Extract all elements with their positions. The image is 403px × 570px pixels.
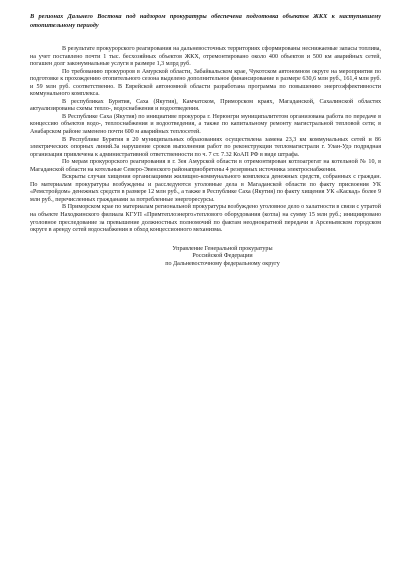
paragraph: В результате прокурорского реагирования на дальневосточных территориях сформированы неснижаемые запасы топлива, на учет поставлено почти 1 тыс. бесхозяйных объектов ЖКХ, отремонтировано около 400 объектов и 500 км аварийных сетей, погашен долг законумнальные услуги в размере 1,3 млрд руб. [30, 46, 381, 68]
paragraph: По мерам прокурорского реагирования в г. Зея Амурской области в отремонтирован котлоагрегат на котельной № 10, в Магаданской области на котельные Северо-Эвенского районаприобретены 4 резервных источника электроснабжения. [30, 159, 381, 173]
paragraph: В Приморском крае по материалам региональной прокуратуры возбуждено уголовное дело о халатности в связи с утратой на объекте Находкинского филиала КГУП «Примтеплоэнерго»теплового оборудования (котла) на сумму 15 млн руб.; инициировано уголовное преследование за превышение должностных полномочий по фактам неоднократной передачи в Арсеньевском городском округе в аренду сетей водоснабжения в обход концессионного механизма. [30, 204, 381, 234]
signature-block [135, 246, 310, 269]
signature-line: по Дальневосточному федеральному округу [165, 260, 280, 267]
paragraph: В Республике Саха (Якутия) по инициативе прокурора г. Нерюнгри муниципалитетом организована работа по передаче в концессию объектов водо-, теплоснабжения и водоотведения, а также по капитальному ремонту магистральной тепловой сети; в Анабарском районе заменено почти 600 м аварийных теплосетей. [30, 113, 381, 136]
signature-line: Российской Федерации [192, 253, 253, 260]
document-title: В регионах Дальнего Востока под надзором прокуратуры обеспечена подготовка объектов ЖКХ к наступившему отопительному периоду [30, 13, 381, 29]
paragraph: Вскрыты случаи хищения организациями жилищно-коммунального комплекса денежных средств, собранных с граждан. По материалам прокуратуры возбуждены и расследуются уголовные дела в Магаданской области по факту присвоения УК «Ремстройдом» денежных средств в размере 12 млн руб., а также в Республике Саха (Якутия) по факту хищения УК «Каскад» более 9 млн руб., перечисленных гражданами за потребленные энергоресурсы. [30, 174, 381, 203]
paragraph: В Республике Бурятия в 20 муниципальных образованиях осуществлена замена 23,3 км коммунальных сетей и 86 электрических опорных линий.За нарушение сроков выполнения работ по реконструкции тепломагистрали г. Улан-Удэ подрядная организация привлечена к административной ответственности по ч. 7 ст. 7.32 КоАП РФ в виде штрафа. [30, 136, 381, 158]
paragraph: По требованию прокуроров в Амурской области, Забайкальском крае, Чукотском автономном округе на мероприятия по подготовке к прохождению отопительного сезона выделено дополнительное финансирование в размере 630,6 млн руб., 161,4 млн руб. и 59 млн руб. соответственно. В Еврейской автономной области разработана программа по повышению энергоэффективности коммунального комплекса. [30, 68, 381, 98]
paragraph: В республиках Бурятия, Саха (Якутия), Камчатском, Приморском краях, Магаданской, Сахалинской областях актуализированы схемы тепло-, водоснабжения и водоотведения. [30, 98, 381, 113]
signature-line: Управление Генеральной прокуратуры [172, 245, 273, 252]
